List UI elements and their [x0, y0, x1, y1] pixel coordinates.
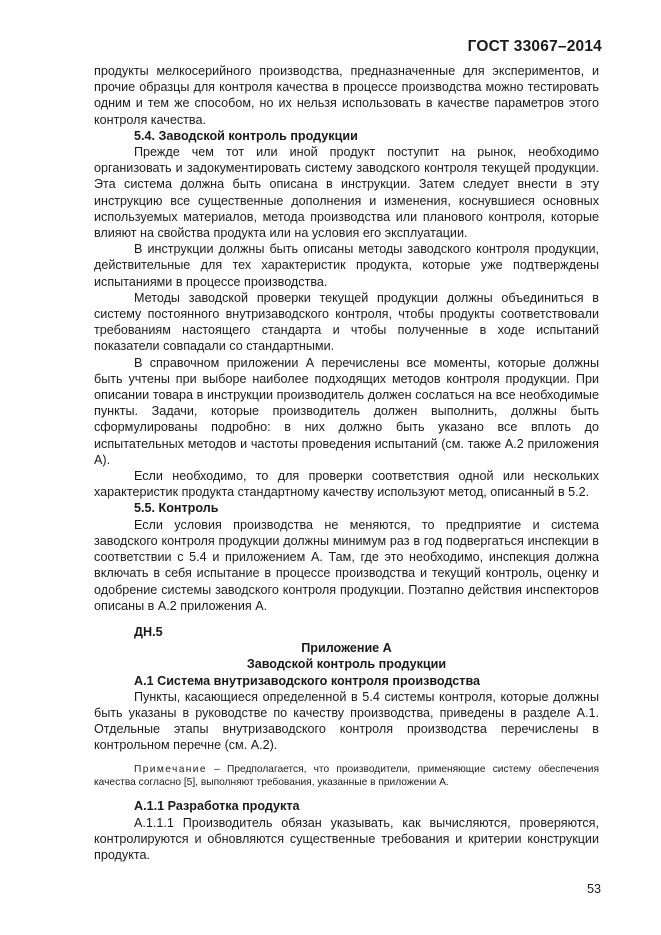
- note-label: Примечание: [134, 763, 207, 775]
- note: [94, 763, 599, 790]
- paragraph: Пункты, касающиеся определенной в 5.4 системы контроля, которые должны быть указаны в руководстве по качеству производства, приведены в разделе А.1. Отдельные этапы внутризаводского контроля производства перечислены в контрольном перечне (см. А.2).: [94, 689, 599, 753]
- section-heading-5-4: 5.4. Заводской контроль продукции: [134, 128, 358, 143]
- dn-label: ДН.5: [134, 624, 163, 639]
- appendix-subtitle: Заводской контроль продукции: [246, 657, 447, 672]
- standard-header: ГОСТ 33067–2014: [467, 38, 602, 55]
- section-heading-5-5: 5.5. Контроль: [134, 501, 219, 516]
- note-text: – Предполагается, что производители, применяющие систему обеспечения качества согласно [5], выполняют требования, указанные в приложении А.: [94, 763, 599, 788]
- paragraph: В инструкции должны быть описаны методы заводского контроля продукции, действительные для тех характеристик продукта, которые уже подтверждены испытаниями в процессе производства.: [94, 242, 599, 289]
- section-heading-a1: А.1 Система внутризаводского контроля производства: [134, 673, 481, 688]
- appendix-title: Приложение А: [301, 641, 392, 656]
- paragraph: Если необходимо, то для проверки соответствия одной или нескольких характеристик продукта стандартному качеству используют метод, описанный в 5.2.: [94, 469, 599, 500]
- paragraph: В справочном приложении А перечислены все моменты, которые должны быть учтены при выборе наиболее подходящих методов контроля продукции. При описании товара в инструкции производитель должен сослаться на все необходимые пункты. Задачи, которые производитель должен выполнить, должны быть сформулированы подробно: в них должно быть указано все вплоть до испытательных методов и частоты проведения испытаний (см. также А.2 приложения А).: [94, 355, 599, 467]
- page-body: [94, 63, 599, 863]
- paragraph: Методы заводской проверки текущей продукции должны объединиться в систему постоянного внутризаводского контроля, чтобы продукты соответствовали требованиям настоящего стандарта и чтобы полученные в ходе испытаний показатели совпадали со стандартными.: [94, 290, 599, 354]
- paragraph: Прежде чем тот или иной продукт поступит на рынок, необходимо организовать и задокументировать систему заводского контроля текущей продукции. Эта система должна быть описана в инструкции. Затем следует внести в эту инструкцию все существенные дополнения и изменения, коснувшиеся основных используемых материалов, метода производства или планового контроля, которые влияют на свойства продукта или на условия его эксплуатации.: [94, 145, 599, 241]
- paragraph: продукты мелкосерийного производства, предназначенные для экспериментов, и прочие образцы для контроля качества в процессе производства можно тестировать одним и тем же способом, но их нельзя использовать в качестве параметров этого контроля качества.: [94, 64, 599, 127]
- paragraph: Если условия производства не меняются, то предприятие и система заводского контроля продукции должны минимум раз в год подвергаться инспекции в соответствии с 5.4 и приложением А. Там, где это необходимо, инспекция должна включать в себя испытание в процессе производства и текущий контроль, оценку и одобрение системы заводского контроля продукции. Поэтапно действия инспекторов описаны в А.2 приложения А.: [94, 517, 599, 613]
- page-number: 53: [586, 882, 601, 896]
- section-heading-a1-1: А.1.1 Разработка продукта: [134, 799, 300, 814]
- paragraph: А.1.1.1 Производитель обязан указывать, как вычисляются, проверяются, контролируются и обновляются существенные требования и критерии конструкции продукта.: [94, 815, 599, 862]
